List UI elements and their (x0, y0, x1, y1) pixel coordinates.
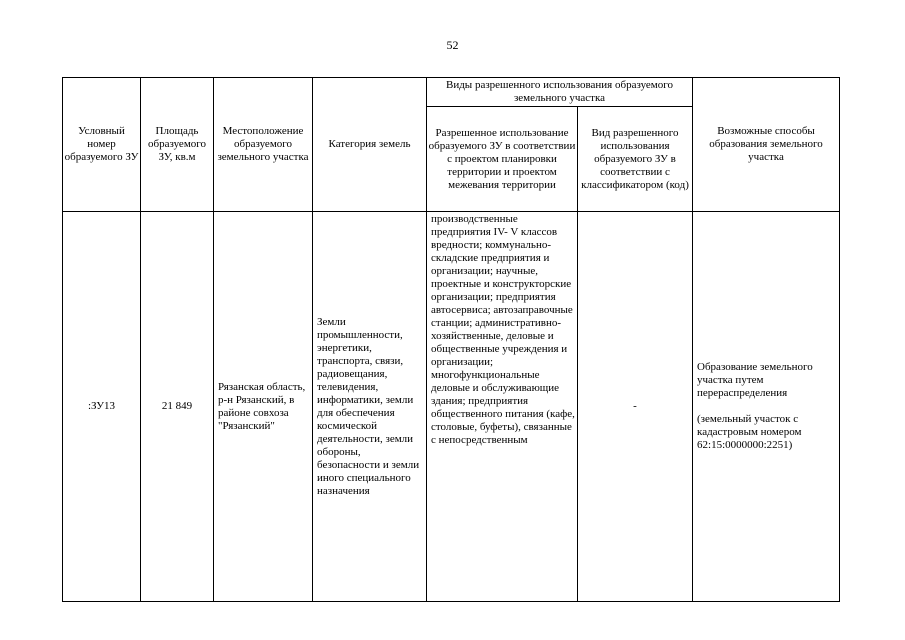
formation-way-text: Образование земельного участка путем перераспределения (697, 361, 813, 399)
formation-note-text: (земельный участок с кадастровым номером 62:15:0000000:2251) (697, 413, 802, 451)
cell-permitted-use-plan (427, 212, 578, 602)
page-number: 52 (446, 38, 459, 52)
header-area: Площадь образуемого ЗУ, кв.м (141, 78, 214, 212)
cell-location: Рязанская область, р-н Рязанский, в районе совхоза "Рязанский" (214, 212, 313, 602)
header-permitted-use-plan: Разрешенное использование образуемого ЗУ в соответствии с проектом планировки территории и проектом межевания территории (427, 107, 578, 212)
cell-formation-ways (693, 212, 840, 602)
cell-conditional-number: :ЗУ13 (63, 212, 141, 602)
cell-area: 21 849 (141, 212, 214, 602)
header-permitted-use-group: Виды разрешенного использования образуемого земельного участка (427, 78, 693, 107)
header-row-top (63, 78, 840, 107)
header-location: Местоположение образуемого земельного участка (214, 78, 313, 212)
cell-permitted-use-code: - (578, 212, 693, 602)
header-conditional-number: Условный номер образуемого ЗУ (63, 78, 141, 212)
header-formation-ways: Возможные способы образования земельного участка (693, 78, 840, 212)
header-permitted-use-code: Вид разрешенного использования образуемого ЗУ в соответствии с классификатором (код) (578, 107, 693, 212)
formation-spacer (697, 400, 837, 413)
table-row (63, 212, 840, 602)
permitted-use-plan-text: производственные предприятия IV- V классов вредности; коммунально-складские предприятия и организации; научные, проектные и конструкторские организации; предприятия автосервиса; автозаправочные станции; административно-хозяйственные, деловые и общественные учреждения и организации; многофункциональные деловые и обслуживающие здания; предприятия общественного питания (кафе, столовые, буфеты), связанные с непосредственным (431, 213, 575, 446)
land-plot-table (62, 77, 840, 602)
cell-category: Земли промышленности, энергетики, транспорта, связи, радиовещания, телевидения, информатики, земли для обеспечения космической деятельности, земли обороны, безопасности и земли иного специального назначения (313, 212, 427, 602)
header-category: Категория земель (313, 78, 427, 212)
